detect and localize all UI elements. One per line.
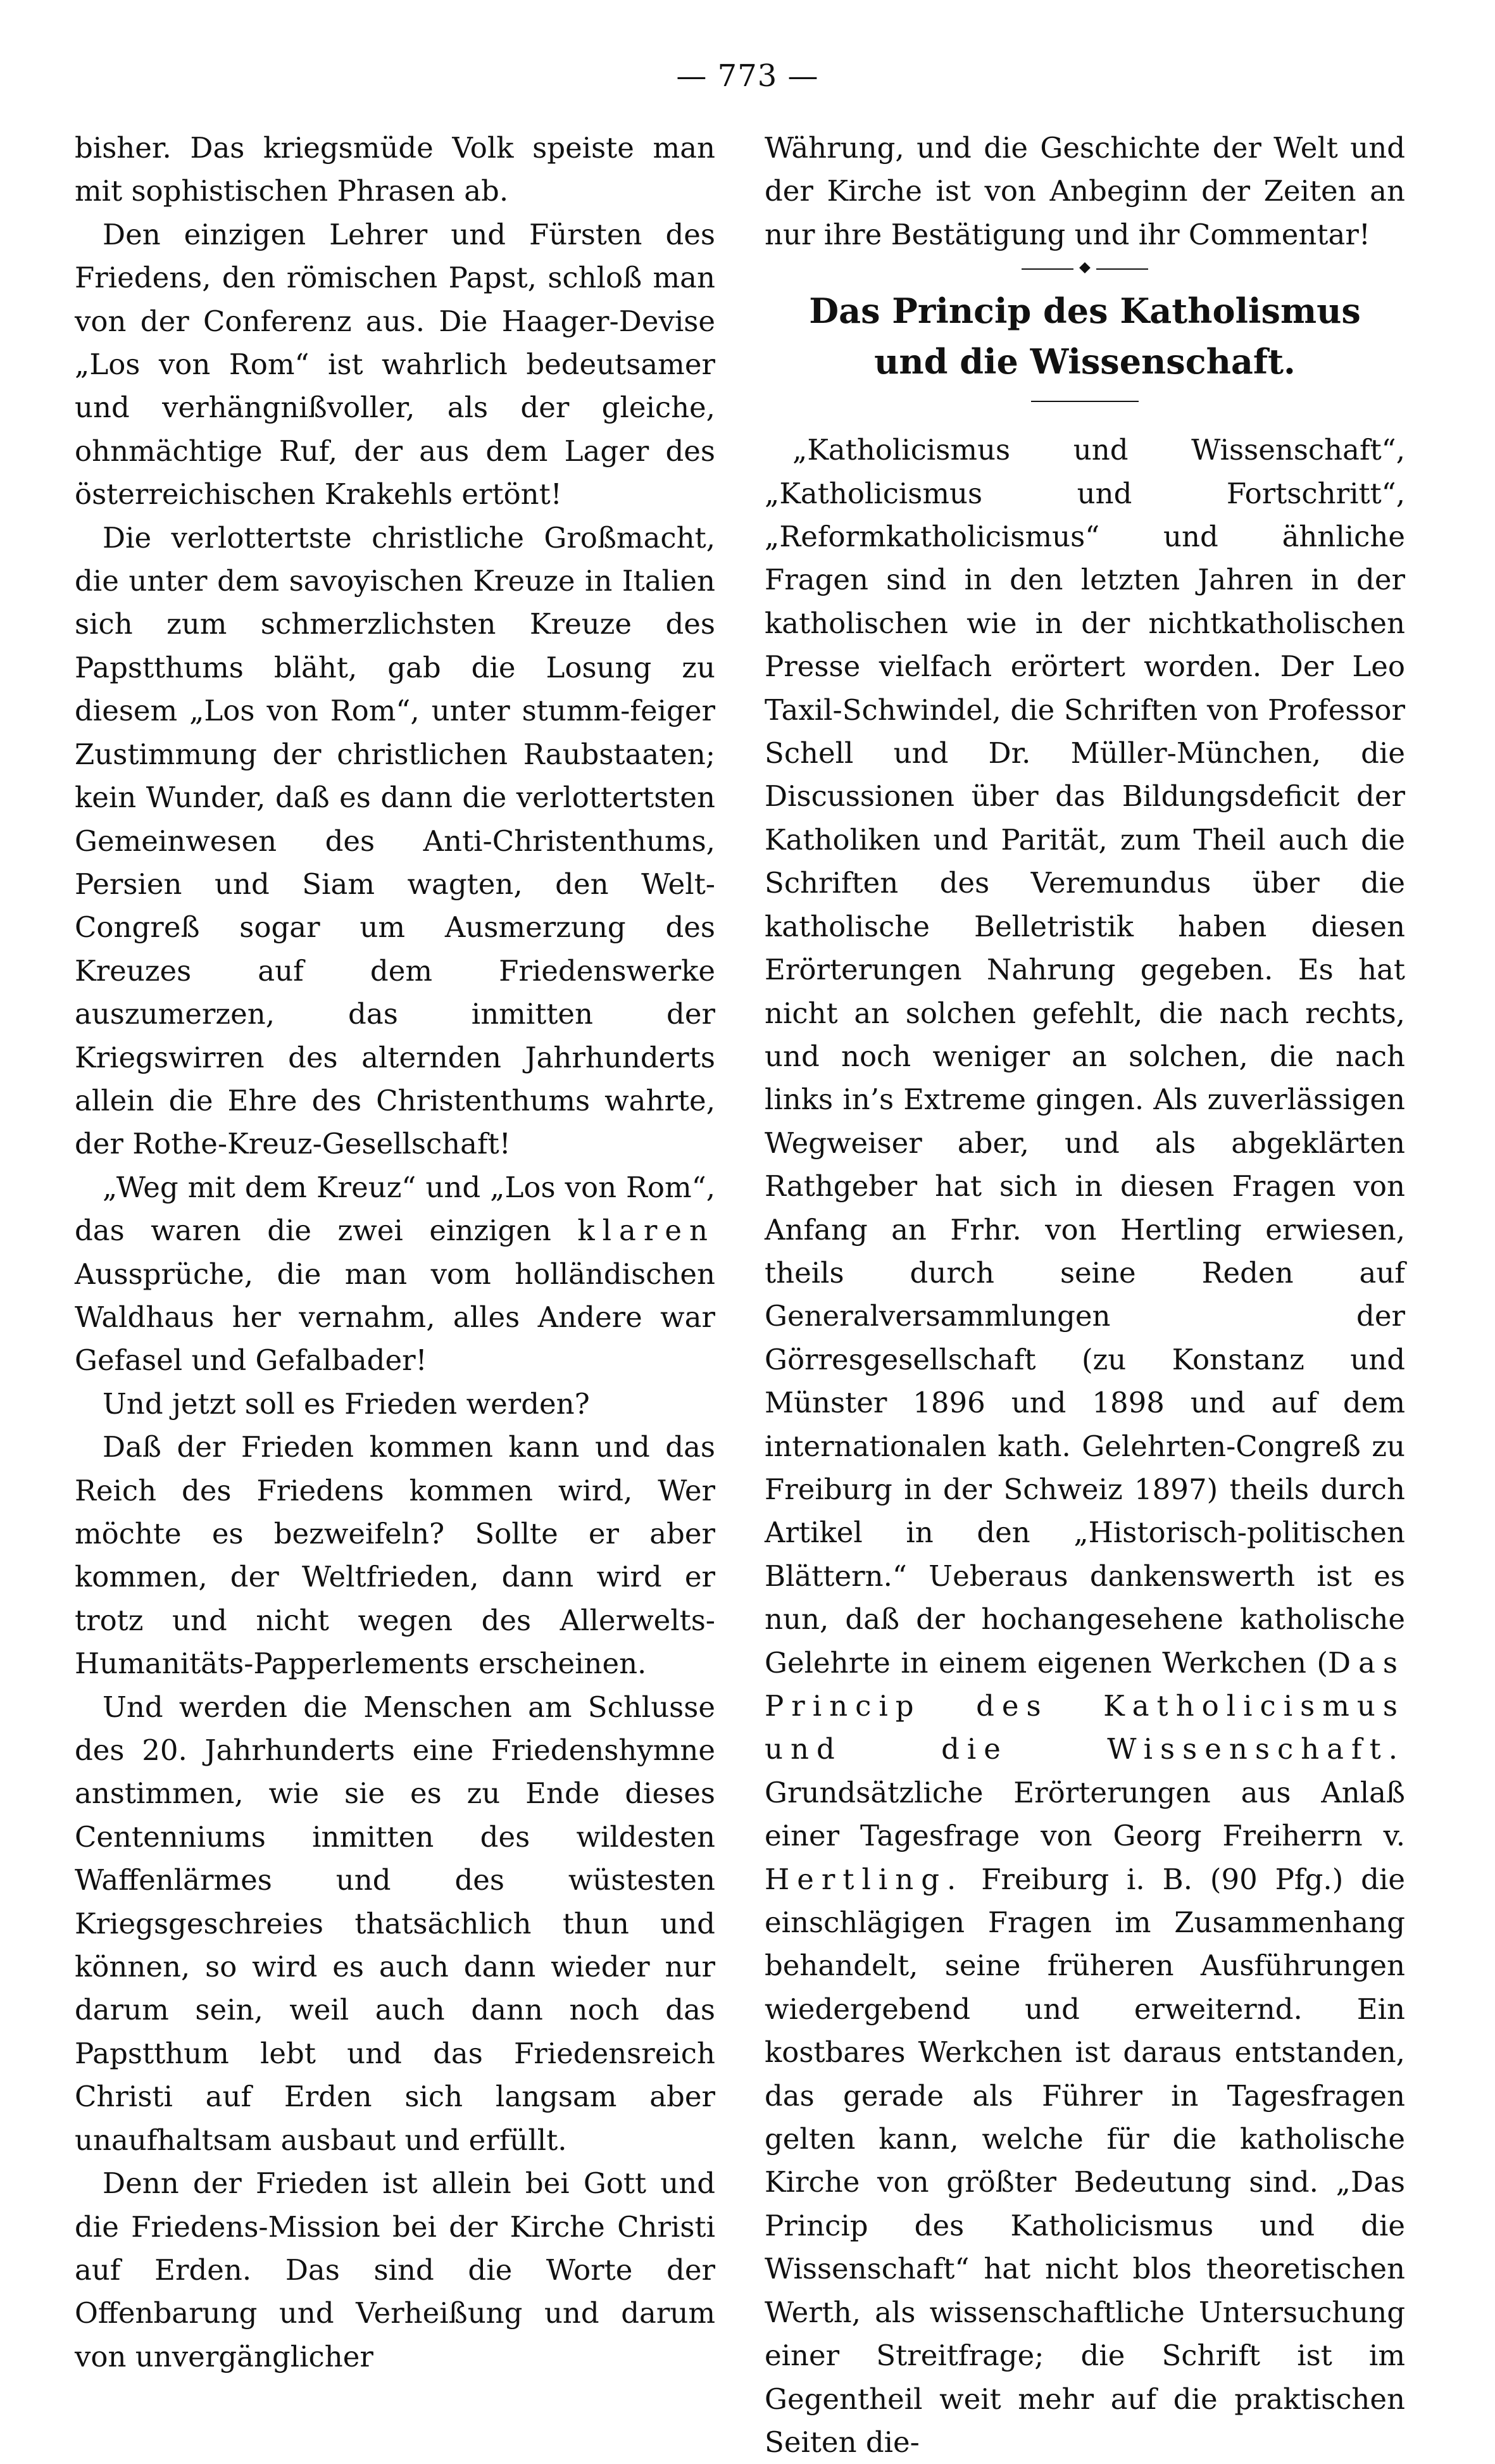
spaced-author: Hertling. bbox=[765, 1862, 964, 1896]
divider-ornament-icon: ⬥ bbox=[1073, 258, 1096, 277]
text-run: Aussprüche, die man vom holländischen Waldhaus her vernahm, alles Andere war Gefasel und Gefalbader! bbox=[75, 1257, 715, 1378]
section-divider bbox=[1022, 258, 1148, 277]
paragraph: Daß der Frieden kommen kann und das Reich des Friedens kommen wird, Wer möchte es bezweifeln? Sollte er aber kommen, der Weltfrieden, dann wird er trotz und nicht wegen des Allerwelts-Humanitäts-Papperlements erscheinen. bbox=[75, 1430, 715, 1681]
spaced-book-title: Das Princip des Katholicismus und die Wissenschaft. bbox=[765, 1645, 1405, 1766]
text-run: Freiburg i. B. (90 Pfg.) die einschlägigen Fragen im Zusammenhang behandelt, seine früheren Ausführungen wiedergebend und erweiternd. Ein kostbares Werkchen ist daraus entstanden, das gerade als Führer in Tagesfragen gelten kann, welche für die katholische Kirche von größter Bedeutung sind. „Das Princip des Katholicismus und die Wissenschaft“ hat nicht blos theoretischen Werth, als wissenschaftliche Untersuchung einer Streitfrage; die Schrift ist im Gegentheil weit mehr auf die praktischen Seiten die- bbox=[765, 1862, 1405, 2459]
text-run: „Katholicismus und Wissenschaft“, „Katholicismus und Fortschritt“, „Reformkatholicismus“ und ähnliche Fragen sind in den letzten Jahren in der katholischen wie in der nichtkatholischen Presse vielfach erörtert worden. Der Leo Taxil-Schwindel, die Schriften von Professor Schell und Dr. Müller-München, die Discussionen über das Bildungsdeficit der Katholiken und Parität, zum Theil auch die Schriften des Veremundus über die katholische Belletristik haben diesen Erörterungen Nahrung gegeben. Es hat nicht an solchen gefehlt, die nach rechts, und noch weniger an solchen, die nach links in’s Extreme gingen. Als zuverlässigen Wegweiser aber, und als abgeklärten Rathgeber hat sich in diesen Fragen von Anfang an Frhr. von Hertling erwiesen, theils durch seine Reden auf Generalversammlungen der Görresgesellschaft (zu Konstanz und Münster 1896 und 1898 und auf dem internationalen kath. Gelehrten-Congreß zu Freiburg in der Schweiz 1897) theils durch Artikel in den „Historisch-politischen Blättern.“ Ueberaus dankenswerth ist es nun, daß der hochangesehene katholische Gelehrte in einem eigenen Werkchen ( bbox=[765, 433, 1405, 1680]
paragraph: Und werden die Menschen am Schlusse des 20. Jahrhunderts eine Friedenshymne anstimmen, wie sie es zu Ende dieses Centenniums inmitten des wildesten Waffenlärmes und des wüstesten Kriegsgeschreies thatsächlich thun und können, so wird es auch dann wieder nur darum sein, weil auch dann noch das Papstthum lebt und das Friedensreich Christi auf Erden sich langsam aber unaufhaltsam ausbaut und erfüllt. bbox=[75, 1690, 715, 2157]
article-title: Das Princip des Katholismus und die Wissenschaft. bbox=[809, 291, 1361, 382]
text-run: „Weg mit dem Kreuz“ und „Los von Rom“, das waren die zwei einzigen bbox=[75, 1170, 715, 1248]
spaced-emphasis: klaren bbox=[577, 1214, 715, 1248]
left-column bbox=[75, 127, 715, 2379]
text-run: Grundsätzliche Erörterungen aus Anlaß einer Tagesfrage von Georg Freiherrn v. bbox=[765, 1775, 1405, 1853]
paragraph bbox=[75, 1166, 715, 1383]
paragraph: bisher. Das kriegsmüde Volk speiste man mit sophistischen Phrasen ab. bbox=[75, 131, 715, 208]
paragraph: Denn der Frieden ist allein bei Gott und die Friedens-Mission bei der Kirche Christi auf Erden. Das sind die Worte der Offenbarung und Verheißung und darum von unvergänglicher bbox=[75, 2166, 715, 2373]
paragraph bbox=[765, 429, 1405, 2464]
title-rule bbox=[1031, 401, 1139, 402]
paragraph: Währung, und die Geschichte der Welt und der Kirche ist von Anbeginn der Zeiten an nur ihre Bestätigung und ihr Commentar! bbox=[765, 131, 1405, 251]
page-number: — 773 — bbox=[676, 58, 819, 94]
paragraph: Und jetzt soll es Frieden werden? bbox=[103, 1386, 590, 1421]
paragraph: Den einzigen Lehrer und Fürsten des Friedens, den römischen Papst, schloß man von der Conferenz aus. Die Haager-Devise „Los von Rom“ ist wahrlich bedeutsamer und verhängnißvoller, als der gleiche, ohnmächtige Ruf, der aus dem Lager des österreichischen Krakehls ertönt! bbox=[75, 217, 715, 512]
paragraph: Die verlottertste christliche Großmacht, die unter dem savoyischen Kreuze in Italien sich zum schmerzlichsten Kreuze des Papstthums bläht, gab die Losung zu diesem „Los von Rom“, unter stumm-feiger Zustimmung der christlichen Raubstaaten; kein Wunder, daß es dann die verlottertsten Gemeinwesen des Anti-Christenthums, Persien und Siam wagten, den Welt-Congreß sogar um Ausmerzung des Kreuzes auf dem Friedenswerke auszumerzen, das inmitten der Kriegswirren des alternden Jahrhunderts allein die Ehre des Christenthums wahrte, der Rothe-Kreuz-Gesellschaft! bbox=[75, 520, 715, 1161]
right-column bbox=[765, 127, 1405, 2464]
